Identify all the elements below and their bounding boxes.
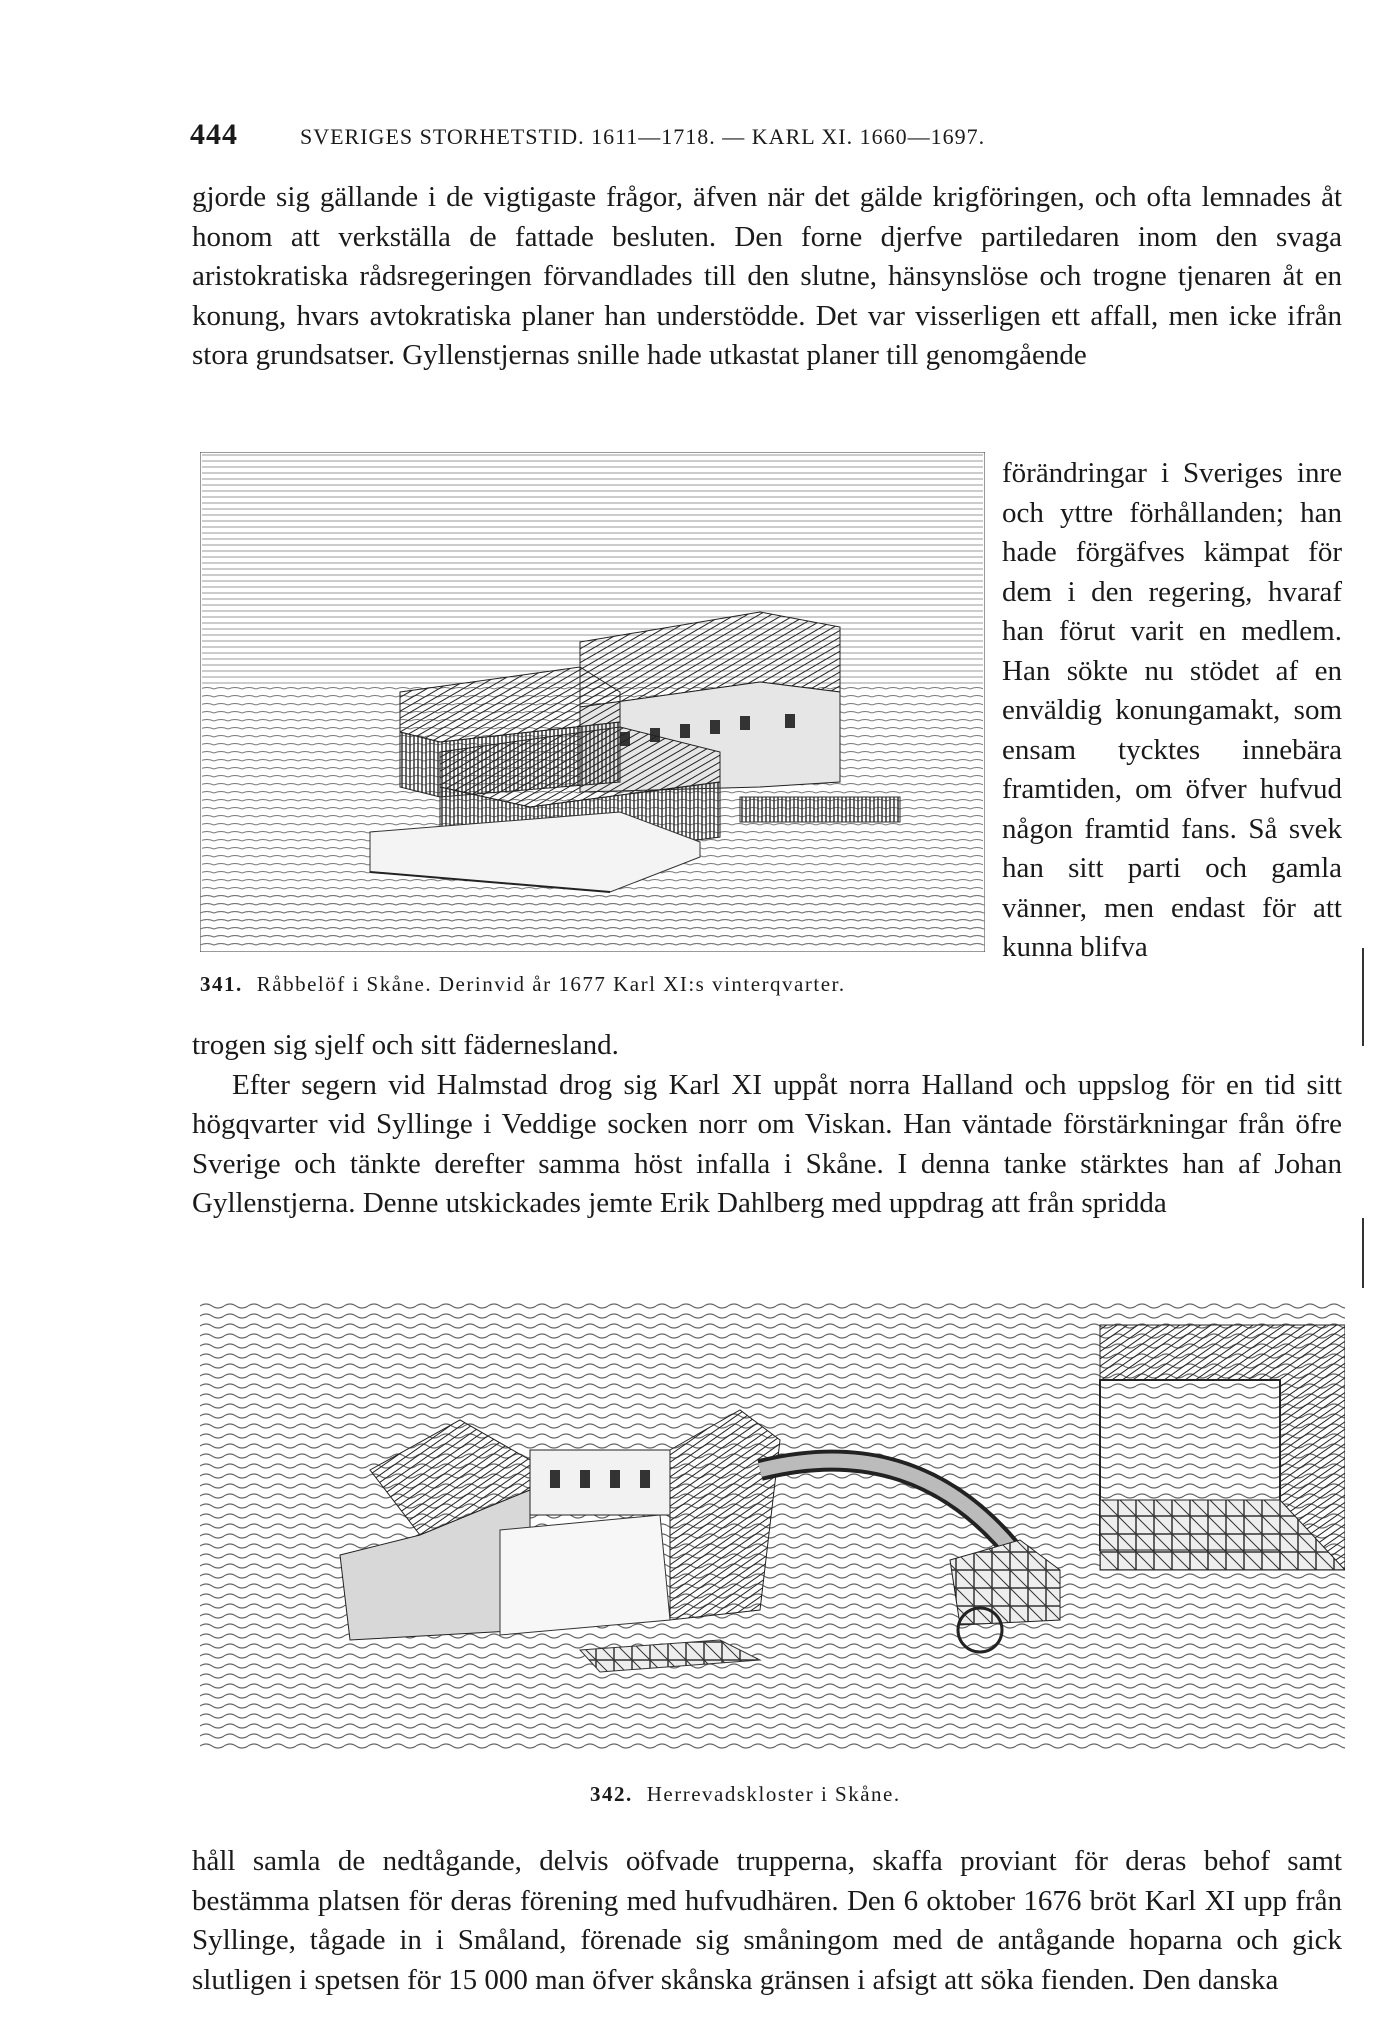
paragraph-4: håll samla de nedtågande, delvis oöfvade trupperna, skaffa proviant för deras behof samt bestämma platsen för deras förening med hufvudhären. Den 6 oktober 1676 bröt Karl XI upp från Syllinge, tågade in i Småland, förenade sig småningom med de antågande hoparna och gick slutligen i spetsen för 15 000 man öfver skånska gränsen i afsigt att söka fienden. Den danska — [192, 1845, 1342, 1996]
paragraph-3-line: trogen sig sjelf och sitt fädernesland. — [192, 1029, 619, 1061]
paragraph-2-wrap: förändringar i Sveriges inre och yttre förhållanden; han hade förgäfves kämpat för dem i den regering, hvaraf han förut varit en medlem. Han sökte nu stödet af en enväldig konungamakt, som ensam tycktes innebära framtiden, om öfver hufvud någon framtid fans. Så svek han sitt parti och gamla vänner, men endast för att kunna blifva — [1002, 457, 1342, 963]
page-edge-mark — [1362, 948, 1364, 1046]
engraving-herrevadskloster — [200, 1300, 1345, 1750]
page-header — [190, 118, 1340, 158]
figure-341-text: Råbbelöf i Skåne. Derinvid år 1677 Karl XI:s vinterqvarter. — [256, 972, 846, 996]
engraving-rabbelof — [200, 452, 985, 952]
page-edge-mark — [1362, 1218, 1364, 1288]
paragraph-3 — [192, 1026, 1342, 1224]
paragraph-3-body: Efter segern vid Halmstad drog sig Karl XI uppåt norra Halland och uppslog för en tid sitt högqvarter vid Syllinge i Veddige socken norr om Viskan. Han väntade förstärkningar från öfre Sverige och tänkte derefter samma höst infalla i Skåne. I denna tanke stärktes han af Johan Gyllenstjerna. Denne utskickades jemte Erik Dahlberg med uppdrag att från spridda — [192, 1068, 1342, 1219]
running-title: SVERIGES STORHETSTID. 1611—1718. — KARL XI. 1660—1697. — [300, 124, 986, 149]
figure-342-caption — [590, 1782, 901, 1807]
paragraph-1: gjorde sig gällande i de vigtigaste frågor, äfven när det gälde krigföringen, och ofta lemnades åt honom att verkställa de fattade besluten. Den forne djerfve partiledaren inom den svaga aristokratiska rådsregeringen förvandlades till den slutne, hänsynslöse och trogne tjenaren åt en konung, hvars avtokratiska planer han understödde. Det var visserligen ett affall, men icke ifrån stora grundsatser. Gyllenstjernas snille hade utkastat planer till genomgående — [192, 181, 1342, 371]
page-number: 444 — [190, 118, 238, 151]
figure-341-caption — [200, 972, 846, 997]
figure-342-number: 342. — [590, 1782, 633, 1806]
figure-341-number: 341. — [200, 972, 243, 996]
figure-342-text: Herrevadskloster i Skåne. — [646, 1782, 901, 1806]
